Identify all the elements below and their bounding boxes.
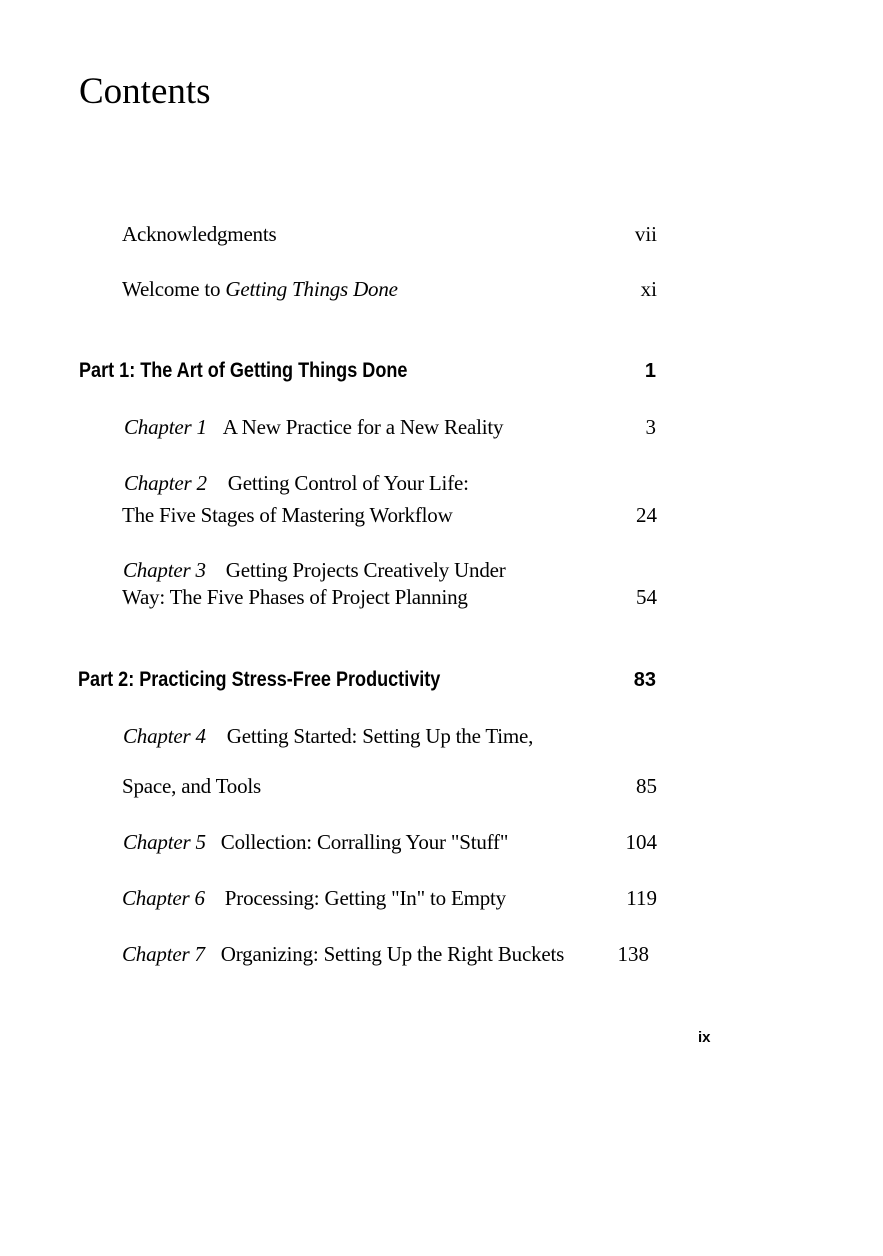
chapter-title: A New Practice for a New Reality [222,415,504,439]
chapter-title-line-2: Space, and Tools [122,774,262,798]
entry-title-prefix: Welcome to [122,277,226,301]
chapter-label: Chapter 4 [123,724,206,748]
chapter-label: Chapter 6 [122,886,205,910]
entry-title [123,828,508,856]
page-title: Contents [79,71,211,112]
chapter-title: Organizing: Setting Up the Right Buckets [220,942,565,966]
chapter-title-line-2: Way: The Five Phases of Project Planning [122,585,468,609]
entry-title [122,275,398,303]
part-page: 1 [644,360,656,382]
entry-page: vii [634,222,657,246]
chapter-label: Chapter 3 [123,558,206,582]
chapter-title: Processing: Getting "In" to Empty [224,886,506,910]
chapter-title-line-1: Getting Started: Setting Up the Time, [226,724,534,748]
chapter-label: Chapter 5 [123,830,206,854]
entry-title-line-1 [124,469,469,497]
part-title: Part 2: Practicing Stress-Free Productivity [78,668,441,691]
chapter-title-line-1: Getting Projects Creatively Under [225,558,506,582]
entry-page: 24 [636,503,657,527]
entry-page: 119 [626,886,657,910]
entry-page: 85 [636,774,657,798]
chapter-label: Chapter 7 [122,942,205,966]
chapter-title: Collection: Corralling Your "Stuff" [220,830,509,854]
chapter-label: Chapter 2 [124,471,207,495]
entry-title-line-1 [123,556,506,584]
chapter-title-line-2: The Five Stages of Mastering Workflow [122,503,453,527]
entry-title [122,940,564,968]
entry-page: xi [640,277,657,301]
part-page: 83 [633,669,656,691]
entry-page: 3 [645,415,656,439]
part-title: Part 1: The Art of Getting Things Done [79,359,408,382]
chapter-title-line-1: Getting Control of Your Life: [227,471,469,495]
entry-page: 54 [636,585,657,609]
chapter-label: Chapter 1 [124,415,207,439]
entry-page: 138 [617,942,649,966]
entry-page: 104 [625,830,657,854]
entry-title [122,884,506,912]
entry-title-line-1 [123,722,533,750]
entry-title-italic: Getting Things Done [225,277,398,301]
page-number: ix [698,1029,711,1046]
entry-title [124,413,503,441]
entry-title: Acknowledgments [122,222,277,246]
